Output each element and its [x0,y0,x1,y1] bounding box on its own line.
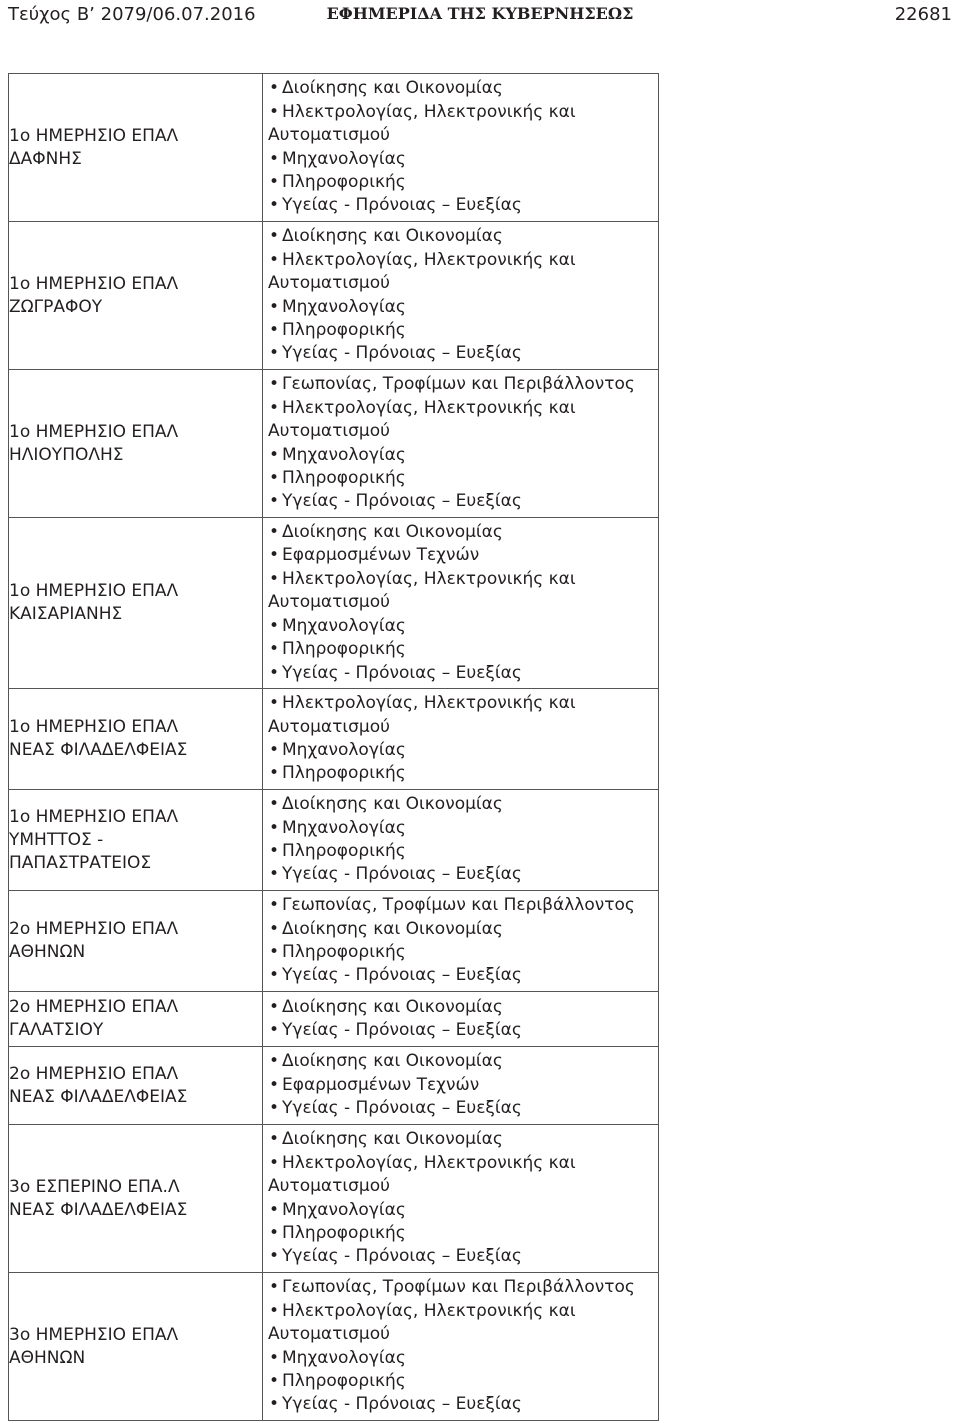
school-name-cell [9,1047,263,1125]
specialty-item: • Διοίκησης και Οικονομίας [268,918,658,941]
school-name-line: ΝΕΑΣ ΦΙΛΑΔΕΛΦΕΙΑΣ [9,740,188,760]
school-name-line: 1ο ΗΜΕΡΗΣΙΟ ΕΠΑΛ [9,806,179,827]
specialty-item: • Διοίκησης και Οικονομίας [268,996,658,1019]
table-row [9,1125,659,1273]
specialty-item: • Γεωπονίας, Τροφίμων και Περιβάλλοντος [268,373,658,396]
specialty-item: • Μηχανολογίας [268,1347,658,1370]
specialty-list [263,793,658,887]
specialty-item: • Πληροφορικής [268,762,658,785]
specialties-cell [263,992,659,1047]
specialty-list [263,1128,658,1268]
specialty-item: • Πληροφορικής [268,941,658,964]
specialty-item: • Γεωπονίας, Τροφίμων και Περιβάλλοντος [268,894,658,917]
school-name-line: 1ο ΗΜΕΡΗΣΙΟ ΕΠΑΛ [9,581,179,601]
school-name-line: 3ο ΕΣΠΕΡΙΝΟ ΕΠΑ.Λ [9,1176,180,1197]
school-name-cell [9,222,263,370]
school-name-cell [9,74,263,222]
specialty-item: • Πληροφορικής [268,1370,658,1393]
specialties-cell [263,790,659,891]
specialties-cell [263,222,659,370]
specialty-item: • Πληροφορικής [268,467,658,490]
specialty-item: • Υγείας - Πρόνοιας – Ευεξίας [268,342,658,365]
table-row [9,518,659,689]
school-name-line: ΝΕΑΣ ΦΙΛΑΔΕΛΦΕΙΑΣ [9,1086,188,1107]
school-name-line: 2ο ΗΜΕΡΗΣΙΟ ΕΠΑΛ [9,1063,179,1084]
specialty-item: • Διοίκησης και Οικονομίας [268,1050,658,1073]
specialty-list [263,996,658,1043]
school-name-line: 1ο ΗΜΕΡΗΣΙΟ ΕΠΑΛ [9,125,179,146]
table-row [9,222,659,370]
school-name-line: 2ο ΗΜΕΡΗΣΙΟ ΕΠΑΛ [9,997,179,1017]
specialty-item: • Διοίκησης και Οικονομίας [268,77,658,100]
specialties-cell [263,74,659,222]
specialty-item: • Διοίκησης και Οικονομίας [268,225,658,248]
specialty-item: • Υγείας - Πρόνοιας – Ευεξίας [268,1019,658,1042]
specialties-cell [263,518,659,689]
specialty-item: • Γεωπονίας, Τροφίμων και Περιβάλλοντος [268,1276,658,1299]
specialty-item: • Μηχανολογίας [268,817,658,840]
specialty-item: • Υγείας - Πρόνοιας – Ευεξίας [268,194,658,217]
school-name-cell [9,518,263,689]
specialty-item: • Διοίκησης και Οικονομίας [268,1128,658,1151]
specialty-list [263,521,658,685]
school-name-cell [9,992,263,1047]
specialties-cell [263,370,659,518]
specialty-list [263,373,658,513]
page-number: 22681 [894,4,952,25]
school-name-cell [9,1125,263,1273]
specialties-cell [263,1047,659,1125]
specialty-item: • Ηλεκτρολογίας, Ηλεκτρονικής και [268,249,658,272]
specialty-item: • Υγείας - Πρόνοιας – Ευεξίας [268,1245,658,1268]
gazette-title: ΕΦΗΜΕΡΙΔΑ ΤΗΣ ΚΥΒΕΡΝΗΣΕΩΣ [326,4,634,23]
school-name-line: 1ο ΗΜΕΡΗΣΙΟ ΕΠΑΛ [9,717,179,737]
school-name-line: ΑΘΗΝΩΝ [9,1347,86,1368]
specialty-item: • Υγείας - Πρόνοιας – Ευεξίας [268,490,658,513]
specialty-item: • Εφαρμοσμένων Τεχνών [268,1074,658,1097]
school-name-line: ΠΑΠΑΣΤΡΑΤΕΙΟΣ [9,852,152,873]
school-name-cell [9,790,263,891]
specialty-item: • Μηχανολογίας [268,444,658,467]
specialty-item: Αυτοματισμού [268,125,390,146]
specialty-item: Αυτοματισμού [268,592,390,613]
school-name-line: 2ο ΗΜΕΡΗΣΙΟ ΕΠΑΛ [9,919,179,939]
specialty-item: • Ηλεκτρολογίας, Ηλεκτρονικής και [268,101,658,124]
table-row [9,1273,659,1421]
specialty-item: • Ηλεκτρολογίας, Ηλεκτρονικής και [268,397,658,420]
specialty-item: • Υγείας - Πρόνοιας – Ευεξίας [268,662,658,685]
specialty-list [263,894,658,988]
school-name-cell [9,1273,263,1421]
school-name-line: 1ο ΗΜΕΡΗΣΙΟ ΕΠΑΛ [9,273,179,294]
specialty-item: • Μηχανολογίας [268,148,658,171]
specialties-cell [263,689,659,790]
specialty-item: Αυτοματισμού [268,273,390,294]
specialty-item: • Διοίκησης και Οικονομίας [268,793,658,816]
school-name-line: ΥΜΗΤΤΟΣ - [9,829,104,850]
specialty-list [263,77,658,217]
specialty-item: • Υγείας - Πρόνοιας – Ευεξίας [268,1393,658,1416]
school-name-line: ΖΩΓΡΑΦΟΥ [9,296,103,317]
specialty-list [263,692,658,786]
specialty-item: • Εφαρμοσμένων Τεχνών [268,544,658,567]
specialty-list [263,1050,658,1120]
school-name-cell [9,689,263,790]
specialty-item: • Πληροφορικής [268,319,658,342]
specialty-item: • Πληροφορικής [268,840,658,863]
specialty-item: Αυτοματισμού [268,1176,390,1197]
table-row [9,74,659,222]
table-row [9,790,659,891]
specialty-item: • Μηχανολογίας [268,296,658,319]
specialty-item: • Πληροφορικής [268,1222,658,1245]
specialty-item: • Πληροφορικής [268,171,658,194]
school-name-line: ΓΑΛΑΤΣΙΟΥ [9,1020,104,1040]
schools-table-body [9,74,659,1421]
specialty-item: • Ηλεκτρολογίας, Ηλεκτρονικής και [268,692,658,715]
specialty-item: • Ηλεκτρολογίας, Ηλεκτρονικής και [268,1152,658,1175]
specialties-cell [263,891,659,992]
school-name-line: ΚΑΙΣΑΡΙΑΝΗΣ [9,604,123,624]
table-row [9,370,659,518]
school-name-cell [9,370,263,518]
table-row [9,992,659,1047]
specialty-item: • Υγείας - Πρόνοιας – Ευεξίας [268,964,658,987]
specialty-item: Αυτοματισμού [268,1324,390,1345]
specialty-item: • Ηλεκτρολογίας, Ηλεκτρονικής και [268,568,658,591]
table-row [9,689,659,790]
page-header [0,0,960,40]
specialty-list [263,1276,658,1416]
specialty-item: • Διοίκησης και Οικονομίας [268,521,658,544]
specialty-item: • Μηχανολογίας [268,739,658,762]
specialties-cell [263,1125,659,1273]
specialty-item: • Υγείας - Πρόνοιας – Ευεξίας [268,1097,658,1120]
specialty-item: • Πληροφορικής [268,638,658,661]
school-name-line: ΑΘΗΝΩΝ [9,942,86,962]
specialty-item: • Υγείας - Πρόνοιας – Ευεξίας [268,863,658,886]
school-name-cell [9,891,263,992]
specialty-item: • Μηχανολογίας [268,1199,658,1222]
specialty-item: Αυτοματισμού [268,421,390,442]
table-row [9,891,659,992]
school-name-line: 1ο ΗΜΕΡΗΣΙΟ ΕΠΑΛ [9,421,179,442]
specialties-cell [263,1273,659,1421]
specialty-item: • Μηχανολογίας [268,615,658,638]
table-row [9,1047,659,1125]
school-name-line: ΝΕΑΣ ΦΙΛΑΔΕΛΦΕΙΑΣ [9,1199,188,1220]
school-name-line: 3ο ΗΜΕΡΗΣΙΟ ΕΠΑΛ [9,1324,179,1345]
specialty-list [263,225,658,365]
schools-table [8,73,659,1421]
school-name-line: ΗΛΙΟΥΠΟΛΗΣ [9,444,124,465]
specialty-item: • Ηλεκτρολογίας, Ηλεκτρονικής και [268,1300,658,1323]
school-name-line: ΔΑΦΝΗΣ [9,148,82,169]
specialty-item: Αυτοματισμού [268,716,390,737]
issue-number: Τεύχος Β’ 2079/06.07.2016 [8,4,256,25]
